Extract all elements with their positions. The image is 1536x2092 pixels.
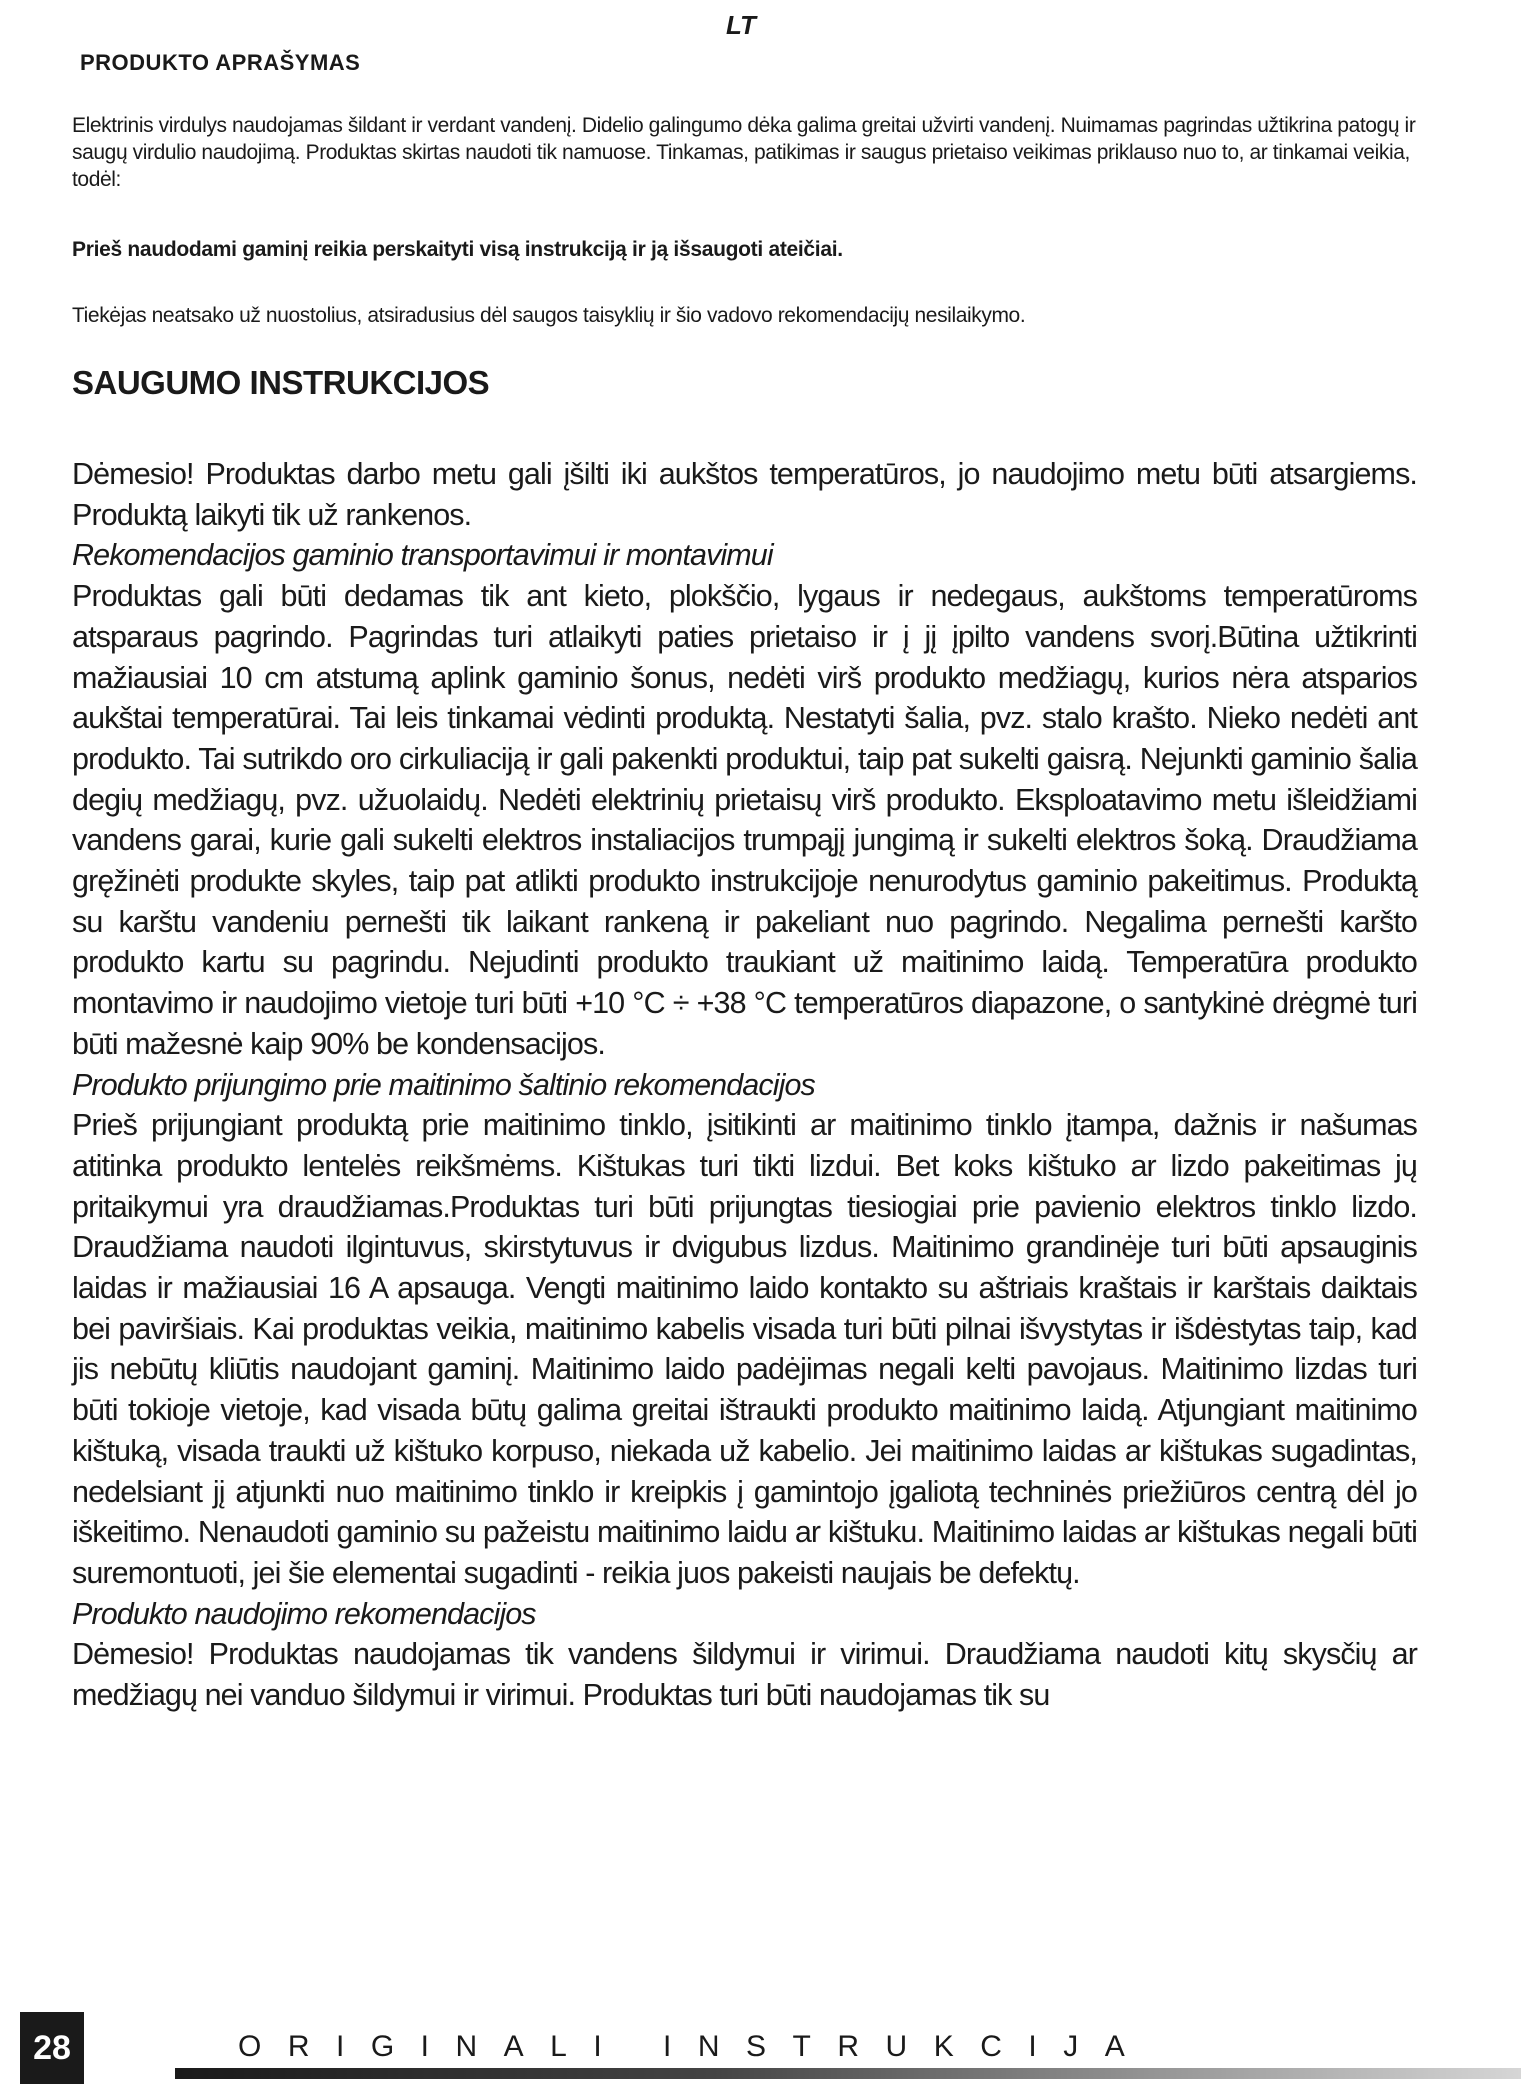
language-code: LT xyxy=(726,10,756,40)
temp-unit-high: °C xyxy=(753,986,787,1021)
power-paragraph: Prieš prijungiant produktą prie maitinimo tinklo, įsitikinti ar maitinimo tinklo įtampa, dažnis ir našumas atitinka produkto lentelės reikšmėms. Kištukas turi tikti lizdui. Bet koks kištuko ar lizdo pakeitimas jų pritaikymui yra draudžiamas.Produktas turi būti prijungtas tiesiogiai prie pavienio elektros tinklo lizdo. Draudžiama naudoti ilgintuvus, skirstytuvus ir dvigubus lizdus. Maitinimo grandinėje turi būti apsauginis laidas ir mažiausiai 16 A apsauga. Vengti maitinimo laido kontakto su aštriais kraštais ir karštais daiktais bei paviršiais. Kai produktas veikia, maitinimo kabelis visada turi būti pilnai išvystytas ir išdėstytas taip, kad jis nebūtų kliūtis naudojant gaminį. Maitinimo laido padėjimas negali kelti pavojaus. Maitinimo lizdas turi būti tokioje vietoje, kad visada būtų galima greitai ištraukti produkto maitinimo laidą. Atjungiant maitinimo kištuką, visada traukti už kištuko korpuso, niekada už kabelio. Jei maitinimo laidas ar kištukas sugadintas, nedelsiant jį atjunkti nuo maitinimo tinklo ir kreipkis į gamintojo įgaliotą techninės priežiūros centrą dėl jo iškeitimo. Nenaudoti gaminio su pažeistu maitinimo laidu ar kištuku. Maitinimo laidas ar kištukas negali būti suremontuoti, jei šie elementai sugadinti - reikia juos pakeisti naujais be defektų. xyxy=(72,1108,1417,1590)
read-instructions-note: Prieš naudodami gaminį reikia perskaityti visą instrukciją ir ją išsaugoti ateičiai. xyxy=(72,238,843,261)
transport-text-end: temperatūros diapazone, o santykinė drėgmė turi būti mažesnė kaip 90% be kondensacijos. xyxy=(72,986,1417,1061)
intro-paragraph xyxy=(72,112,1422,193)
temp-separator: ÷ +38 xyxy=(664,986,754,1021)
power-heading: Produkto prijungimo prie maitinimo šaltinio rekomendacijos xyxy=(72,1067,815,1102)
attention-paragraph: Dėmesio! Produktas darbo metu gali įšilti iki aukštos temperatūros, jo naudojimo metu būti atsargiems. Produktą laikyti tik už rankenos. xyxy=(72,457,1417,532)
transport-heading: Rekomendacijos gaminio transportavimui ir montavimui xyxy=(72,538,773,573)
intro-text: Elektrinis virdulys naudojamas šildant ir verdant vandenį. Didelio galingumo dėka galima greitai užvirti vandenį. Nuimamas pagrindas užtikrina patogų ir saugų virdulio naudojimą. Produktas skirtas naudoti tik namuose. Tinkamas, patikimas ir saugus prietaiso veikimas priklauso nuo to, ar tinkamai veikia, todėl: xyxy=(72,114,1416,191)
transport-paragraph xyxy=(72,576,1417,1064)
temp-unit-low: °C xyxy=(632,986,665,1021)
safety-body xyxy=(72,454,1417,1716)
usage-paragraph: Dėmesio! Produktas naudojamas tik vandens šildymui ir virimui. Draudžiama naudoti kitų skysčių ar medžiagų nei vanduo šildymui ir virimui. Produktas turi būti naudojamas tik su xyxy=(72,1637,1417,1713)
usage-heading: Produkto naudojimo rekomendacijos xyxy=(72,1596,536,1631)
footer-original-instructions: ORIGINALI INSTRUKCIJA xyxy=(238,2030,1152,2063)
transport-text: Produktas gali būti dedamas tik ant kieto, plokščio, lygaus ir nedegaus, aukštoms temperatūroms atsparaus pagrindo. Pagrindas turi atlaikyti paties prietaiso ir į jį įpilto vandens svorį.Būtina užtikrinti mažiausiai 10 cm atstumą aplink gaminio šonus, nedėti virš produkto medžiagų, kurios nėra atsparios aukštai temperatūrai. Tai leis tinkamai vėdinti produktą. Nestatyti šalia, pvz. stalo krašto. Nieko nedėti ant produkto. Tai sutrikdo oro cirkuliaciją ir gali pakenkti produktui, taip pat sukelti gaisrą. Nejunkti gaminio šalia degių medžiagų, pvz. užuolaidų. Nedėti elektrinių prietaisų virš produkto. Eksploatavimo metu išleidžiami vandens garai, kurie gali sukelti elektros instaliacijos trumpąjį jungimą ir sukelti elektros šoką. Draudžiama gręžinėti produkte skyles, taip pat atlikti produkto instrukcijoje nenurodytus gaminio pakeitimus. Produktą su karštu vandeniu pernešti tik laikant rankeną ir pakeliant nuo pagrindo. Negalima pernešti karšto produkto kartu su pagrindu. Nejudinti produkto traukiant už maitinimo laidą. Temperatūra produkto montavimo ir naudojimo vietoje turi būti +10 xyxy=(72,579,1417,1021)
section-title-product-description: PRODUKTO APRAŠYMAS xyxy=(80,50,361,75)
page-number: 28 xyxy=(20,2012,84,2084)
safety-instructions-heading: SAUGUMO INSTRUKCIJOS xyxy=(72,364,490,401)
supplier-disclaimer: Tiekėjas neatsako už nuostolius, atsiradusius dėl saugos taisyklių ir šio vadovo rekomendacijų nesilaikymo. xyxy=(72,304,1026,327)
footer-rule xyxy=(175,2068,1521,2079)
